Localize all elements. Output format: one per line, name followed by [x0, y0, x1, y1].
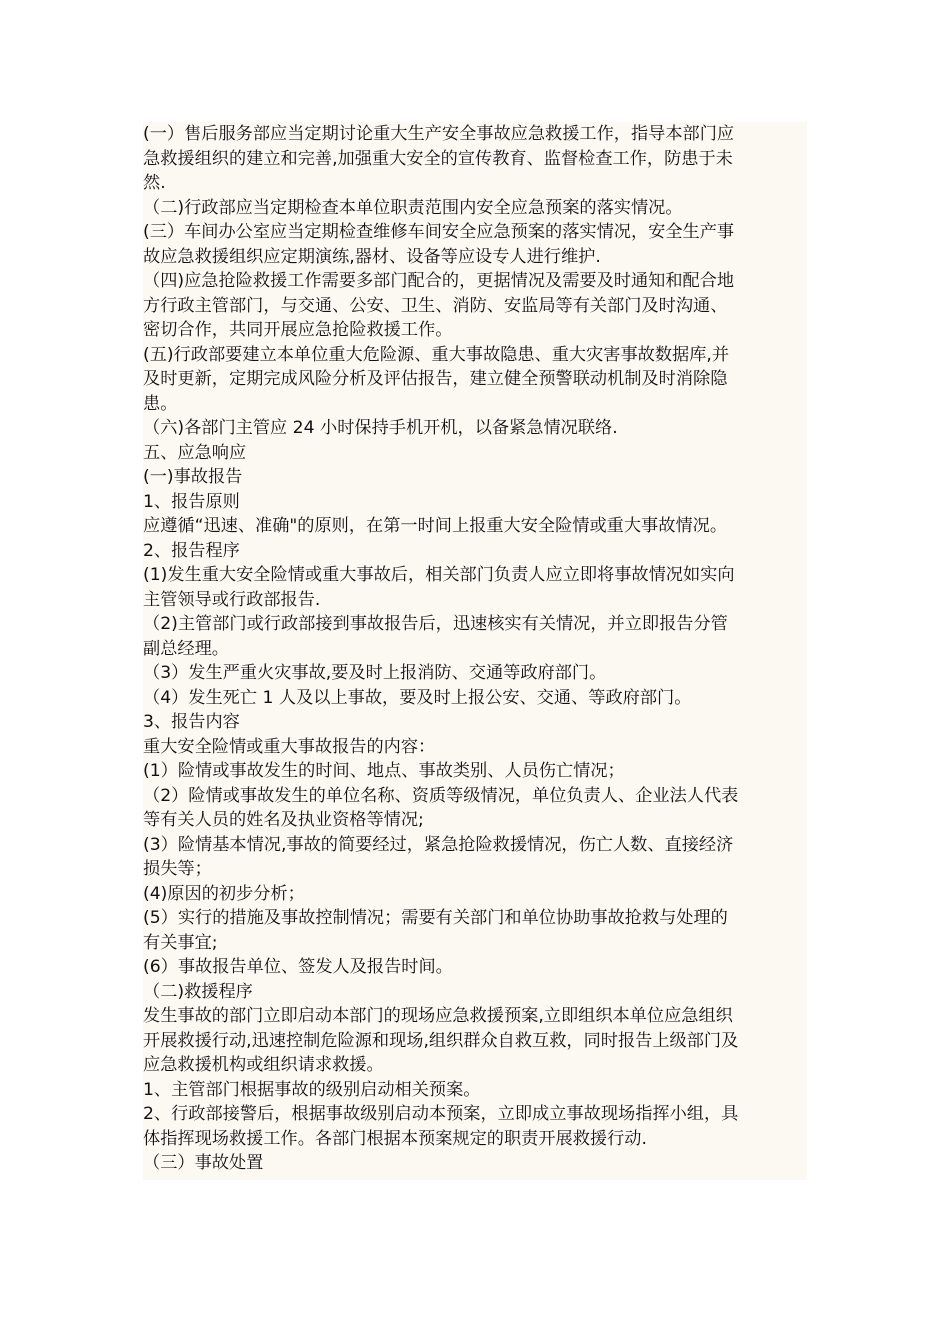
text-line: （4）发生死亡 1 人及以上事故，要及时上报公安、交通、等政府部门。: [143, 687, 692, 708]
text-line: 等有关人员的姓名及执业资格等情况;: [143, 810, 424, 830]
text-line: 3、报告内容: [143, 712, 240, 732]
text-line: 应遵循“迅速、准确"的原则，在第一时间上报重大安全险情或重大事故情况。: [143, 516, 728, 536]
text-line: (1)发生重大安全险情或重大事故后，相关部门负责人应立即将事故情况如实向: [143, 565, 735, 585]
text-line: （二)行政部应当定期检查本单位职责范围内安全应急预案的落实情况。: [143, 197, 683, 218]
text-line: 方行政主管部门，与交通、公安、卫生、消防、安监局等有关部门及时沟通、: [143, 295, 728, 316]
text-line: (1）险情或事故发生的时间、地点、事故类别、人员伤亡情况；: [143, 761, 625, 781]
text-line: 急救援组织的建立和完善,加强重大安全的宣传教育、监督检查工作，防患于未: [143, 148, 733, 169]
text-line: (3）险情基本情况,事故的简要经过，紧急抢险救援情况，伤亡人数、直接经济: [143, 834, 734, 855]
text-line: 五、应急响应: [143, 442, 247, 463]
text-line: （三）事故处置: [143, 1153, 264, 1173]
text-line: (5）实行的措施及事故控制情况；需要有关部门和单位协助事故抢救与处理的: [143, 908, 728, 928]
text-line: （2）险情或事故发生的单位名称、资质等级情况，单位负责人、企业法人代表: [143, 785, 739, 806]
text-line: 患。: [143, 393, 178, 414]
text-line: (三）车间办公室应当定期检查维修车间安全应急预案的落实情况，安全生产事: [143, 222, 735, 242]
text-line: 密切合作，共同开展应急抢险救援工作。: [143, 320, 453, 340]
text-line: (一)事故报告: [143, 467, 243, 487]
text-line: 应急救援机构或组织请求救援。: [143, 1055, 384, 1075]
text-line: 主管领导或行政部报告.: [143, 589, 321, 610]
text-line: (4)原因的初步分析；: [143, 883, 305, 904]
text-line: （六)各部门主管应 24 小时保持手机开机，以备紧急情况联络.: [143, 418, 618, 438]
text-line: 有关事宜;: [143, 932, 218, 953]
text-line: 重大安全险情或重大事故报告的内容：: [143, 736, 436, 757]
text-line: (五)行政部要建立本单位重大危险源、重大事故隐患、重大灾害事故数据库,并: [143, 344, 730, 365]
text-line: 发生事故的部门立即启动本部门的现场应急救援预案,立即组织本单位应急组织: [143, 1006, 733, 1026]
text-line: （二)救援程序: [143, 981, 253, 1002]
text-line: 1、主管部门根据事故的级别启动相关预案。: [143, 1079, 481, 1100]
text-line: (一）售后服务部应当定期讨论重大生产安全事故应急救援工作，指导本部门应: [143, 124, 735, 144]
text-line: 故应急救援组织应定期演练,器材、设备等应设专人进行维护.: [143, 246, 601, 267]
text-line: 1、报告原则: [143, 491, 240, 512]
text-line: 然.: [143, 173, 166, 193]
text-line: (6）事故报告单位、签发人及报告时间。: [143, 957, 453, 977]
text-line: 开展救援行动,迅速控制危险源和现场,组织群众自救互救，同时报告上级部门及: [143, 1030, 739, 1051]
text-line: 损失等；: [143, 859, 212, 879]
text-line: （2)主管部门或行政部接到事故报告后，迅速核实有关情况，并立即报告分管: [143, 614, 728, 634]
text-line: 副总经理。: [143, 638, 229, 659]
text-line: 及时更新，定期完成风险分析及评估报告，建立健全预警联动机制及时消除隐: [143, 369, 728, 389]
text-line: （四)应急抢险救援工作需要多部门配合的，更据情况及需要及时通知和配合地: [143, 271, 735, 291]
text-line: 2、报告程序: [143, 540, 240, 561]
text-line: （3）发生严重火灾事故,要及时上报消防、交通等政府部门。: [143, 663, 607, 683]
document-body: [143, 122, 807, 1180]
text-line: 体指挥现场救援工作。各部门根据本预案规定的职责开展救援行动.: [143, 1128, 647, 1149]
text-line: 2、行政部接警后，根据事故级别启动本预案，立即成立事故现场指挥小组，具: [143, 1104, 739, 1124]
